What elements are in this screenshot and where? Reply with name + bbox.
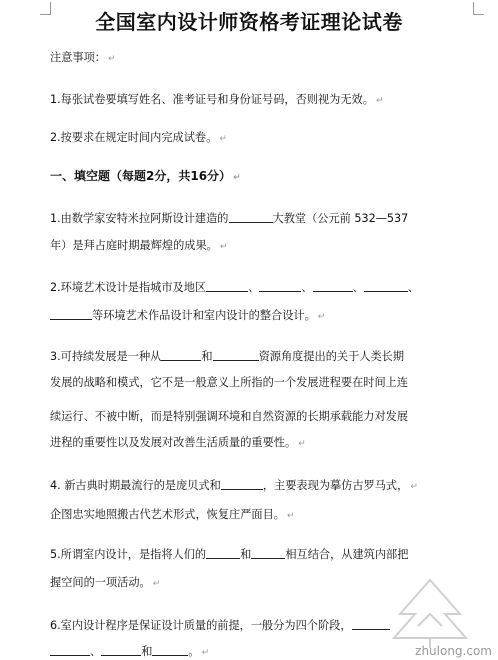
answer-blank[interactable] [259,280,301,292]
answer-blank[interactable] [101,644,141,656]
question-6-line: 6.室内设计程序是保证设计质量的前提，一般分为四个阶段， [50,617,390,633]
question-3-line: 3.可持续发展是一种从 和 资源角度提出的关于人类长期 [50,350,405,363]
question-5-line: 握空间的一项活动。 ↵ [50,576,161,589]
watermark-logo [370,574,490,654]
notice-item: 1.每张试卷要填写姓名、准考证号和身份证号码，否则视为无效。 ↵ [50,93,384,106]
answer-blank[interactable] [152,644,188,656]
question-5-line: 5.所谓室内设计，是指将人们的 和 相互结合，从建筑内部把 [50,548,409,561]
document-title: 全国室内设计师资格考证理论试卷 [95,10,403,34]
answer-blank[interactable] [213,349,259,361]
answer-blank[interactable] [229,211,273,223]
watermark-text: zhulong.com [415,644,492,658]
answer-blank[interactable] [221,478,263,490]
answer-blank[interactable] [206,280,248,292]
answer-blank[interactable] [161,349,201,361]
section-heading: 一、填空题（每题2分，共16分） ↵ [50,169,241,183]
question-2-line: 2.环境艺术设计是指城市及地区 、 、 、 、 [50,281,419,294]
question-2-line: 等环境艺术作品设计和室内设计的整合设计。 ↵ [50,307,325,323]
notice-item: 2.按要求在规定时间内完成试卷。 ↵ [50,131,227,144]
question-3-line: 进程的重要性以及发展对改善生活质量的重要性。 ↵ [50,436,306,449]
answer-blank[interactable] [364,280,408,292]
answer-blank[interactable] [206,547,240,559]
notice-heading: 注意事项： ↵ [50,51,116,64]
answer-blank[interactable] [50,644,90,656]
question-1-line: 年）是拜占庭时期最辉煌的成果。 ↵ [50,239,228,252]
question-3-line: 发展的战略和模式，它不是一般意义上所指的一个发展进程要在时间上连 [50,376,409,389]
answer-blank[interactable] [313,280,353,292]
question-4-line: 4. 新古典时期最流行的是庞贝式和 ，主要表现为摹仿古罗马式， ↵ [50,479,418,492]
question-6-line: 、 和 。 ↵ [50,643,209,659]
question-3-line: 续运行、不被中断，而是特别强调环境和自然资源的长期承载能力对发展 [50,410,409,423]
answer-blank[interactable] [251,547,285,559]
answer-blank[interactable] [50,308,92,320]
question-4-line: 企图忠实地照搬古代艺术形式，恢复庄严面目。 ↵ [50,508,295,521]
question-1-line: 1.由数学家安特米拉阿斯设计建造的 大教堂（公元前 532—537 [50,212,409,225]
